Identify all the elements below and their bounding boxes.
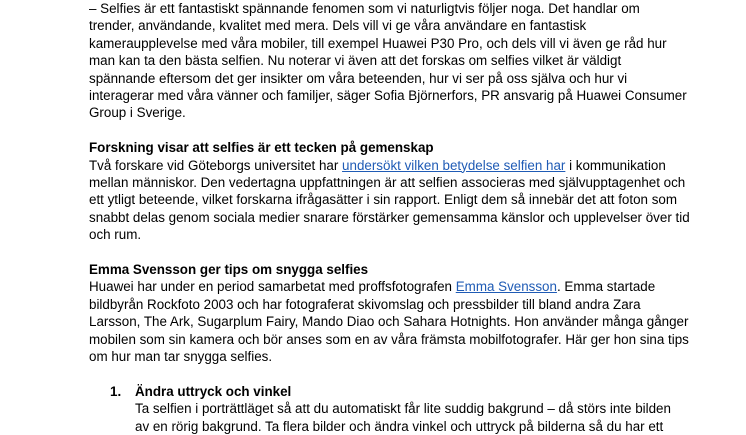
research-line: mellan människor. Den vedertagna uppfattningen är att selfien associeras med självupptagenhet och bbox=[89, 175, 686, 191]
tips-line: bildbyrån Rockfoto 2003 och har fotograferat skivomslag och pressbilder till bland andra Zara bbox=[89, 296, 641, 312]
tip-title: Ändra uttryck och vinkel bbox=[135, 383, 292, 399]
research-line: och rum. bbox=[89, 227, 142, 243]
intro-line: Group i Sverige. bbox=[89, 105, 186, 121]
intro-paragraph bbox=[89, 0, 689, 122]
research-line: snabbt delas genom sociala medier snarare förstärker gemensamma känslor och upplevelser över tid bbox=[89, 209, 690, 225]
emma-svensson-link[interactable]: Emma Svensson bbox=[455, 279, 557, 295]
research-section bbox=[89, 139, 689, 243]
research-line: ett ytligt beteende, vilket forskarna ifrågasätter i sin rapport. Enligt dem så innebär det att foton som bbox=[89, 192, 678, 208]
intro-line: kameraupplevelse med våra mobiler, till exempel Huawei P30 Pro, och dels vill vi även ge råd hur bbox=[89, 35, 667, 51]
tip-heading bbox=[89, 383, 689, 400]
research-line-text: Två forskare vid Göteborgs universitet har bbox=[89, 157, 343, 173]
intro-line: trender, användande, kvalitet med mera. Dels vill vi ge våra användare en fantastisk bbox=[89, 18, 587, 34]
research-line bbox=[89, 157, 689, 174]
tip-list-item bbox=[89, 383, 689, 435]
paragraph-gap bbox=[89, 244, 689, 261]
tips-line-text: Huawei har under en period samarbetat med proffsfotografen bbox=[89, 279, 456, 295]
tips-line bbox=[89, 278, 689, 295]
document-page bbox=[89, 0, 689, 435]
tips-line-text: . Emma startade bbox=[556, 279, 656, 295]
tip-line: av en rörig bakgrund. Ta flera bilder och ändra vinkel och uttryck på bilderna så du har ett bbox=[135, 418, 664, 434]
research-heading: Forskning visar att selfies är ett tecken på gemenskap bbox=[89, 140, 434, 156]
research-line-text: i kommunikation bbox=[565, 157, 666, 173]
intro-line: interagerar med våra vänner och familjer, säger Sofia Björnerfors, PR ansvarig på Huawei Consumer bbox=[89, 88, 687, 104]
paragraph-gap bbox=[89, 366, 689, 383]
intro-line: – Selfies är ett fantastiskt spännande fenomen som vi naturligtvis följer noga. Det handlar om bbox=[89, 1, 640, 16]
paragraph-gap bbox=[89, 122, 689, 139]
intro-line: spännande eftersom det ger insikter om våra beteenden, hur vi ser på oss själva och hur vi bbox=[89, 70, 628, 86]
tips-line: om hur man tar snygga selfies. bbox=[89, 349, 273, 365]
tips-heading: Emma Svensson ger tips om snygga selfies bbox=[89, 262, 369, 278]
tips-line: mobilen som sin kamera och bör anses som en av våra främsta mobilfotografer. Här ger hon sina tips bbox=[89, 331, 689, 347]
intro-line: man kan ta den bästa selfien. Nu noterar vi även att det forskas om selfies vilket är väldigt bbox=[89, 53, 622, 69]
tip-line: Ta selfien i porträttläget så att du automatiskt får lite suddig bakgrund – då störs inte bilden bbox=[135, 401, 671, 417]
tips-section bbox=[89, 261, 689, 365]
tips-line: Larsson, The Ark, Sugarplum Fairy, Mando Diao och Sahara Hotnights. Hon använder många gånger bbox=[89, 314, 689, 330]
tip-number: 1. bbox=[110, 383, 122, 399]
research-study-link[interactable]: undersökt vilken betydelse selfien har bbox=[342, 157, 566, 173]
